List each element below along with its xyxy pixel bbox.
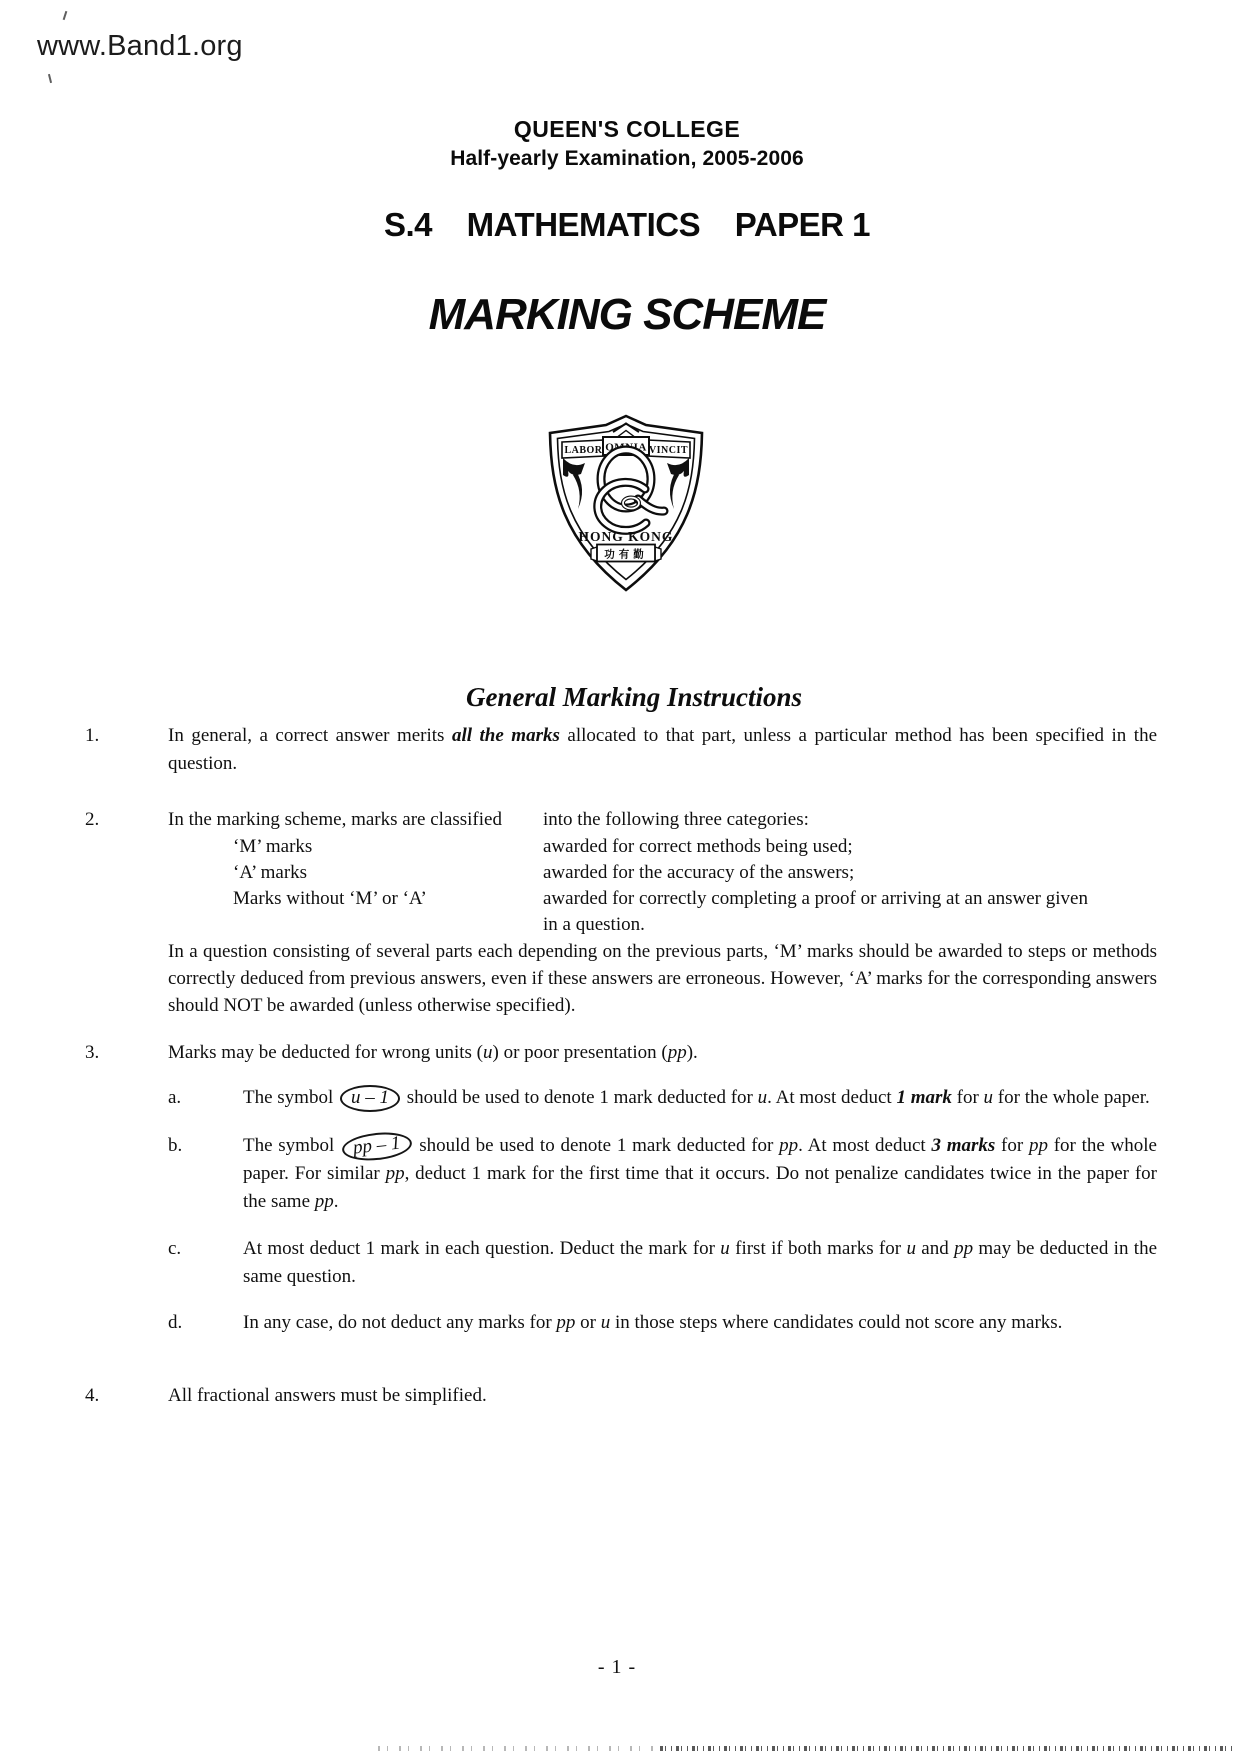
sub-item-c — [168, 1235, 1157, 1291]
instruction-item-2 — [85, 806, 1157, 1019]
exam-title: Half-yearly Examination, 2005-2006 — [450, 147, 804, 170]
sub-item-letter: a. — [168, 1087, 182, 1108]
classification-row — [168, 860, 1157, 886]
classification-row — [168, 912, 1157, 938]
instructions-list — [85, 722, 1157, 1410]
scan-artifact — [48, 74, 52, 83]
intro-right: into the following three categories: — [543, 809, 809, 830]
crest-scroll — [591, 545, 661, 562]
sub-item-body: The symbol pp – 1 should be used to denote 1 mark deducted for pp. At most deduct 3 marks for pp for the whole paper. For similar pp, deduct 1 mark for the first time that it occurs. Do not penalize candidates twice in the paper for the same pp. — [243, 1132, 1157, 1216]
classification-table — [168, 834, 1157, 938]
sub-item-a — [168, 1084, 1157, 1112]
classification-intro — [168, 806, 1157, 834]
sub-item-d — [168, 1309, 1157, 1337]
crest-place: HONG KONG — [578, 529, 674, 544]
school-name: QUEEN'S COLLEGE — [513, 116, 741, 142]
classification-row — [168, 834, 1157, 860]
intro-left: In the marking scheme, marks are classified — [168, 809, 502, 830]
item-number: 1. — [85, 725, 100, 746]
row-label: ‘M’ marks — [233, 836, 313, 857]
sub-item-letter: b. — [168, 1135, 183, 1156]
instruction-item-3 — [85, 1039, 1157, 1337]
scan-noise — [660, 1746, 1235, 1751]
row-label: ‘A’ marks — [233, 862, 308, 883]
sub-item-letter: d. — [168, 1312, 183, 1333]
item-number: 4. — [85, 1385, 100, 1406]
classification-row — [168, 886, 1157, 912]
crest-motto-omnia: OMNIA — [605, 441, 647, 454]
row-desc: in a question. — [543, 914, 645, 935]
scan-noise — [378, 1746, 660, 1751]
watermark-text: www.Band1.org — [37, 30, 243, 62]
crest-motto-vincit: VINCIT — [648, 445, 689, 456]
row-desc: awarded for correctly completing a proof or arriving at an answer given — [543, 888, 1088, 909]
page-number: - 1 - — [597, 1656, 637, 1678]
sub-item-body: The symbol u – 1 should be used to denote 1 mark deducted for u. At most deduct 1 mark for u for the whole paper. — [243, 1084, 1157, 1112]
sub-item-body: At most deduct 1 mark in each question. Deduct the mark for u first if both marks for u and pp may be deducted in the same question. — [243, 1238, 1158, 1287]
crest-scroll-text: 功有勤 — [604, 549, 648, 561]
item-body — [168, 806, 1157, 1019]
section-title: General Marking Instructions — [465, 682, 803, 712]
subject-title: S.4 MATHEMATICS PAPER 1 — [383, 206, 871, 243]
circled-symbol: u – 1 — [340, 1085, 400, 1112]
school-crest — [543, 413, 709, 593]
row-desc: awarded for the accuracy of the answers; — [543, 862, 855, 883]
crest-motto-labor: LABOR — [564, 445, 603, 456]
row-desc: awarded for correct methods being used; — [543, 836, 853, 857]
row-label: Marks without ‘M’ or ‘A’ — [233, 888, 427, 909]
item-body: All fractional answers must be simplified. — [168, 1385, 487, 1406]
item-number: 2. — [85, 809, 100, 830]
row-label — [233, 912, 543, 938]
item-number: 3. — [85, 1042, 100, 1063]
item-continuation: In a question consisting of several parts each depending on the previous parts, ‘M’ marks should be awarded to steps or methods correctly deduced from previous answers, even if these answers are erroneous. However, ‘A’ marks for the corresponding answers should NOT be awarded (unless otherwise specified). — [168, 941, 1157, 1016]
item-body: In general, a correct answer merits all the marks allocated to that part, unless a particular method has been specified in the question. — [168, 725, 1158, 774]
sub-item-body: In any case, do not deduct any marks for pp or u in those steps where candidates could not score any marks. — [243, 1312, 1063, 1333]
scan-artifact — [63, 11, 68, 20]
item-body: Marks may be deducted for wrong units (u) or poor presentation (pp). — [168, 1042, 698, 1063]
instruction-item-1 — [85, 722, 1157, 778]
sub-item-b — [168, 1132, 1157, 1216]
sub-item-letter: c. — [168, 1238, 182, 1259]
document-title: MARKING SCHEME — [428, 290, 826, 339]
circled-symbol: pp – 1 — [341, 1129, 413, 1163]
instruction-item-4 — [85, 1382, 1157, 1410]
